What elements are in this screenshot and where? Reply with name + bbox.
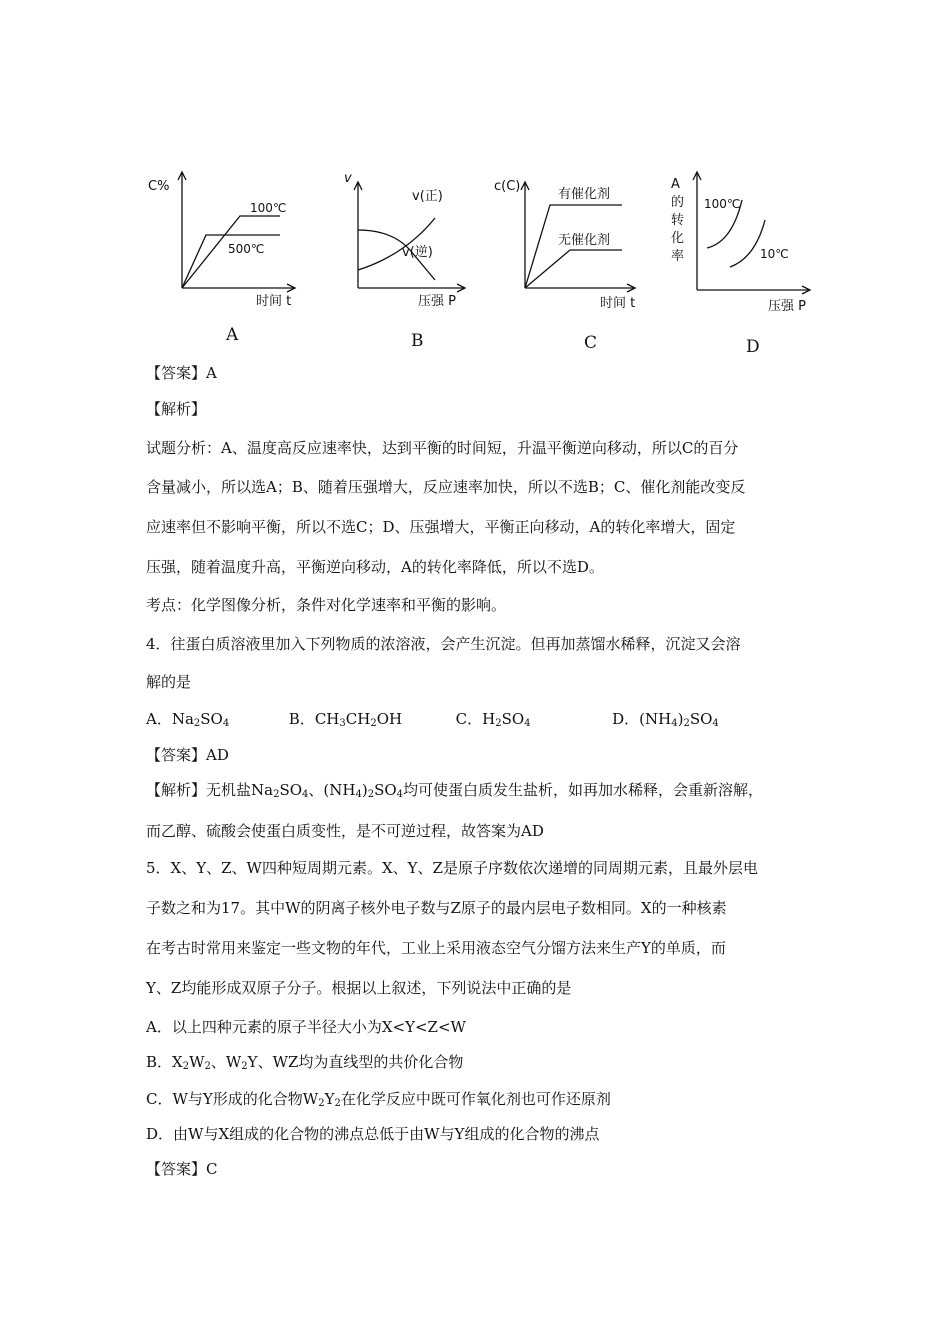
q4-stem-line-1: 4．往蛋白质溶液里加入下列物质的浓溶液，会产生沉淀。但再加蒸馏水稀释，沉淀又会溶: [146, 635, 741, 653]
graph-d-y-label-3: 转: [671, 213, 685, 228]
q3-analysis-line-2: 含量减小，所以选A；B、随着压强增大，反应速率加快，所以不选B；C、催化剂能改变反: [146, 478, 746, 496]
q5-stem-line-4: Y、Z均能形成双原子分子。根据以上叙述，下列说法中正确的是: [146, 979, 572, 997]
graph-c-curve-label-1: 有催化剂: [558, 187, 611, 202]
graph-d-y-label-2: 的: [671, 195, 685, 210]
graph-d-x-label: 压强 P: [768, 299, 806, 314]
graph-d: [693, 172, 810, 294]
q3-analysis-line-4: 压强，随着温度升高，平衡逆向移动，A的转化率降低，所以不选D。: [146, 558, 604, 576]
graph-d-curve-label-2: 10℃: [760, 247, 789, 261]
graph-b-curve-label-1: v(正): [412, 189, 443, 204]
graph-c-y-label: c(C): [494, 179, 521, 194]
graph-a-curve-label-1: 100℃: [250, 201, 287, 215]
q5-option-d: D．由W与X组成的化合物的沸点总低于由W与Y组成的化合物的沸点: [146, 1125, 600, 1143]
graph-c-curve-label-2: 无催化剂: [558, 233, 611, 248]
graph-b-curve-label-2: v(逆): [402, 245, 433, 260]
q5-answer: 【答案】C: [146, 1160, 218, 1178]
q3-test-point: 考点：化学图像分析，条件对化学速率和平衡的影响。: [146, 596, 507, 614]
reaction-graphs-figure: [130, 160, 830, 360]
q5-option-b: B．$X_2W_2$、$W_2Y$、WZ均为直线型的共价化合物: [146, 1053, 464, 1072]
graph-a-label: A: [226, 325, 239, 345]
graph-b: [354, 182, 465, 292]
graph-d-y-label-1: A: [671, 177, 680, 192]
q4-analysis-line-2: 而乙醇、硫酸会使蛋白质变性，是不可逆过程，故答案为AD: [146, 822, 544, 840]
graph-d-curve-label-1: 100℃: [704, 197, 741, 211]
q4-options: [146, 708, 719, 730]
graphs-svg: [130, 160, 830, 360]
q3-analysis-line-3: 应速率但不影响平衡，所以不选C；D、压强增大，平衡正向移动，A的转化率增大，固定: [146, 518, 736, 536]
graph-d-y-label-5: 率: [671, 249, 685, 264]
q5-stem-line-1: 5．X、Y、Z、W四种短周期元素。X、Y、Z是原子序数依次递增的同周期元素，且最外层电: [146, 859, 758, 877]
graph-c-label: C: [584, 333, 598, 353]
graph-c-x-label: 时间 t: [600, 296, 636, 311]
graph-a-y-label: C%: [148, 179, 170, 194]
q4-option-a: A．$Na_2SO_4$: [146, 710, 230, 729]
q4-option-b: B．$CH_3CH_2OH$: [288, 710, 403, 729]
graph-b-y-label: v: [344, 171, 352, 186]
graph-a: [178, 172, 295, 292]
graph-a-curve-label-2: 500℃: [228, 242, 265, 256]
q3-answer: 【答案】A: [146, 364, 217, 382]
q3-analysis-line-1: 试题分析：A、温度高反应速率快，达到平衡的时间短，升温平衡逆向移动，所以C的百分: [146, 439, 739, 457]
q4-answer: 【答案】AD: [146, 746, 229, 764]
graph-d-label: D: [746, 337, 760, 357]
q5-stem-line-2: 子数之和为17。其中W的阴离子核外电子数与Z原子的最内层电子数相同。X的一种核素: [146, 899, 727, 917]
q4-stem-line-2: 解的是: [146, 673, 192, 691]
graph-b-x-label: 压强 P: [418, 294, 456, 309]
q4-option-c: C．$H_2SO_4$: [455, 710, 531, 729]
q5-stem-line-3: 在考古时常用来鉴定一些文物的年代，工业上采用液态空气分馏方法来生产Y的单质，而: [146, 939, 726, 957]
q3-analysis-heading: 【解析】: [146, 400, 207, 418]
graph-b-label: B: [411, 331, 424, 351]
q4-option-d: D．$(NH_4)_2SO_4$: [612, 710, 719, 729]
graph-a-x-label: 时间 t: [256, 294, 292, 309]
q5-option-c: C．W与Y形成的化合物$W_2Y_2$在化学反应中既可作氧化剂也可作还原剂: [146, 1090, 611, 1109]
q5-option-a: A．以上四种元素的原子半径大小为X<Y<Z<W: [146, 1018, 466, 1036]
graph-d-y-label-4: 化: [671, 231, 685, 246]
q4-analysis-line-1: 【解析】无机盐$Na_2SO_4$、$(NH_4)_2SO_4$均可使蛋白质发生盐析，如再加水稀释，会重新溶解，: [146, 781, 764, 800]
